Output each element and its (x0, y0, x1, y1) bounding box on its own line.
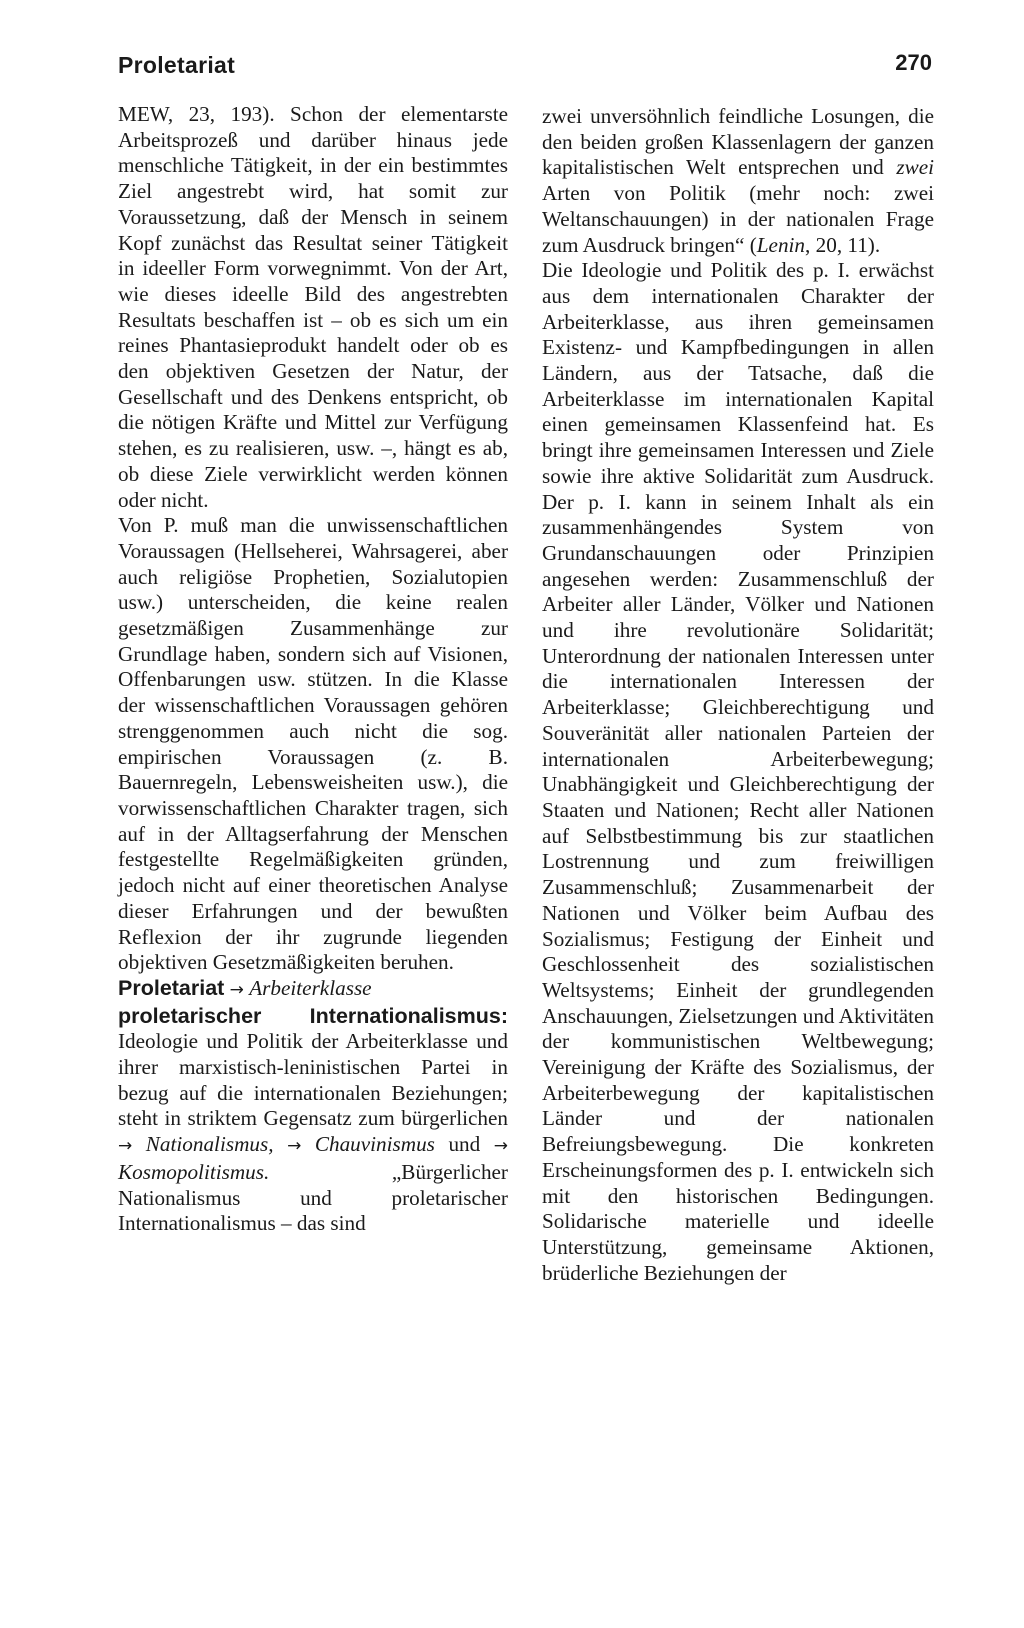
paragraph: Von P. muß man die unwissenschaftlichen Voraussagen (Hellseherei, Wahrsagerei, aber auch religiöse Prophetien, Sozialutopien usw.) unterscheiden, die keine realen gesetzmäßigen Zusammenhänge zur Grundlage haben, sondern sich auf Visionen, Offenbarungen usw. stützen. In die Klasse der wissenschaftlichen Voraussagen gehören strenggenommen auch nicht die sog. empirischen Voraussagen (z. B. Bauernregeln, Lebensweisheiten usw.), die vorwissenschaftlichen Charakter tragen, sich auf in der Alltagserfahrung der Menschen festgestellte Regelmäßigkeiten gründen, jedoch nicht auf einer theoretischen Analyse dieser Erfahrungen und der bewußten Reflexion der ihr zugrunde liegenden objektiven Gesetzmäßigkeiten beruhen. (118, 513, 508, 975)
page-number: 270 (895, 50, 932, 75)
entry-text: und (448, 1132, 481, 1157)
right-column (542, 104, 934, 1286)
text: zwei unversöhnlich feindliche Losungen, die den beiden großen Klassenlagern der ganzen kapitalistischen Welt entsprechen und (542, 104, 934, 180)
cross-reference[interactable]: Kosmopolitismus. (118, 1159, 270, 1184)
cross-reference[interactable]: Nationalismus, (145, 1132, 274, 1157)
entry-proletariat (118, 976, 508, 1004)
entry-proletarischer-internationalismus (118, 1004, 508, 1237)
paragraph: Die Ideologie und Politik des p. I. erwächst aus dem internationalen Charakter der Arbeiterklasse, aus ihren gemeinsamen Existenz- und Kampfbedingungen in allen Ländern, aus der Tatsache, daß die Arbeiterklasse im internationalen Kapital einen gemeinsamen Klassenfeind hat. Es bringt ihre gemeinsamen Interessen und Ziele sowie ihre aktive Solidarität zum Ausdruck. Der p. I. kann in seinem Inhalt als ein zusammenhängendes System von Grundanschauungen oder Prinzipien angesehen werden: Zusammenschluß der Arbeiter aller Länder, Völker und Nationen und ihre revolutionäre Solidarität; Unterordnung der nationalen Interessen unter die internationalen Interessen der Arbeiterklasse; Gleichberechtigung und Souveränität aller nationalen Parteien der internationalen Arbeiterbewegung; Unabhängigkeit und Gleichberechtigung der Staaten und Nationen; Recht aller Nationen auf Selbstbestimmung bis zur staatlichen Lostrennung und zum freiwilligen Zusammenschluß; Zusammenarbeit der Nationen und Völker beim Aufbau des Sozialismus; Festigung der Einheit und Geschlossenheit des sozialistischen Weltsystems; Einheit der grundlegenden Anschauungen, Zielsetzungen und Aktivitäten der kommunistischen Weltbewegung; Vereinigung der Kräfte des Sozialismus, der Arbeiterbewegung der kapitalistischen Länder und der nationalen Befreiungsbewegung. Die konkreten Erscheinungsformen des p. I. entwickeln sich mit den historischen Bedingungen. Solidarische materielle und ideelle Unterstützung, gemeinsame Aktionen, brüderliche Beziehungen der (542, 258, 934, 1285)
entry-headword: proletarischer Internationalismus: (118, 1003, 508, 1028)
text: Arten von Politik (mehr noch: zwei Weltanschauungen) in der nationalen Frage zum Ausdruck bringen“ ( (542, 181, 934, 257)
entry-headword: Proletariat (118, 975, 225, 1000)
cross-reference-arrow-icon: → (229, 979, 244, 1000)
citation-author: Lenin (756, 232, 806, 257)
paragraph: MEW, 23, 193). Schon der elementarste Arbeitsprozeß und darüber hinaus jede menschliche Tätigkeit, in der ein bestimmtes Ziel angestrebt wird, hat somit zur Voraussetzung, daß der Mensch in seinem Kopf zunächst das Resultat seiner Tätigkeit in ideeller Form vorwegnimmt. Von der Art, wie dieses ideelle Bild des angestrebten Resultats beschaffen ist – ob es sich um ein reines Phantasieprodukt handelt oder ob es den objektiven Gesetzen der Natur, der Gesellschaft und des Denkens entspricht, ob die nötigen Kräfte und Mittel zur Verfügung stehen, es zu realisieren, usw. –, hängt es ab, ob diese Ziele verwirklicht werden können oder nicht. (118, 102, 508, 512)
left-column (118, 102, 508, 1237)
entry-text: „Bürgerlicher Nationalismus und proletarischer Internationalismus – das sind (118, 1159, 508, 1236)
text: , 20, 11). (805, 232, 881, 257)
running-head: Proletariat (118, 52, 236, 78)
cross-reference-arrow-icon: → (287, 1136, 302, 1157)
entry-text: Ideologie und Politik der Arbeiterklasse und ihrer marxistisch-leninistischen Partei in bezug auf die internationalen Beziehungen; steht in striktem Gegensatz zum bürgerlichen (118, 1029, 508, 1131)
cross-reference[interactable]: Chauvinismus (314, 1132, 435, 1157)
cross-reference-arrow-icon: → (118, 1136, 133, 1157)
emphasis: zwei (896, 155, 935, 180)
cross-reference-arrow-icon: → (493, 1136, 509, 1157)
paragraph (542, 104, 934, 258)
cross-reference[interactable]: Arbeiterklasse (249, 975, 372, 1000)
